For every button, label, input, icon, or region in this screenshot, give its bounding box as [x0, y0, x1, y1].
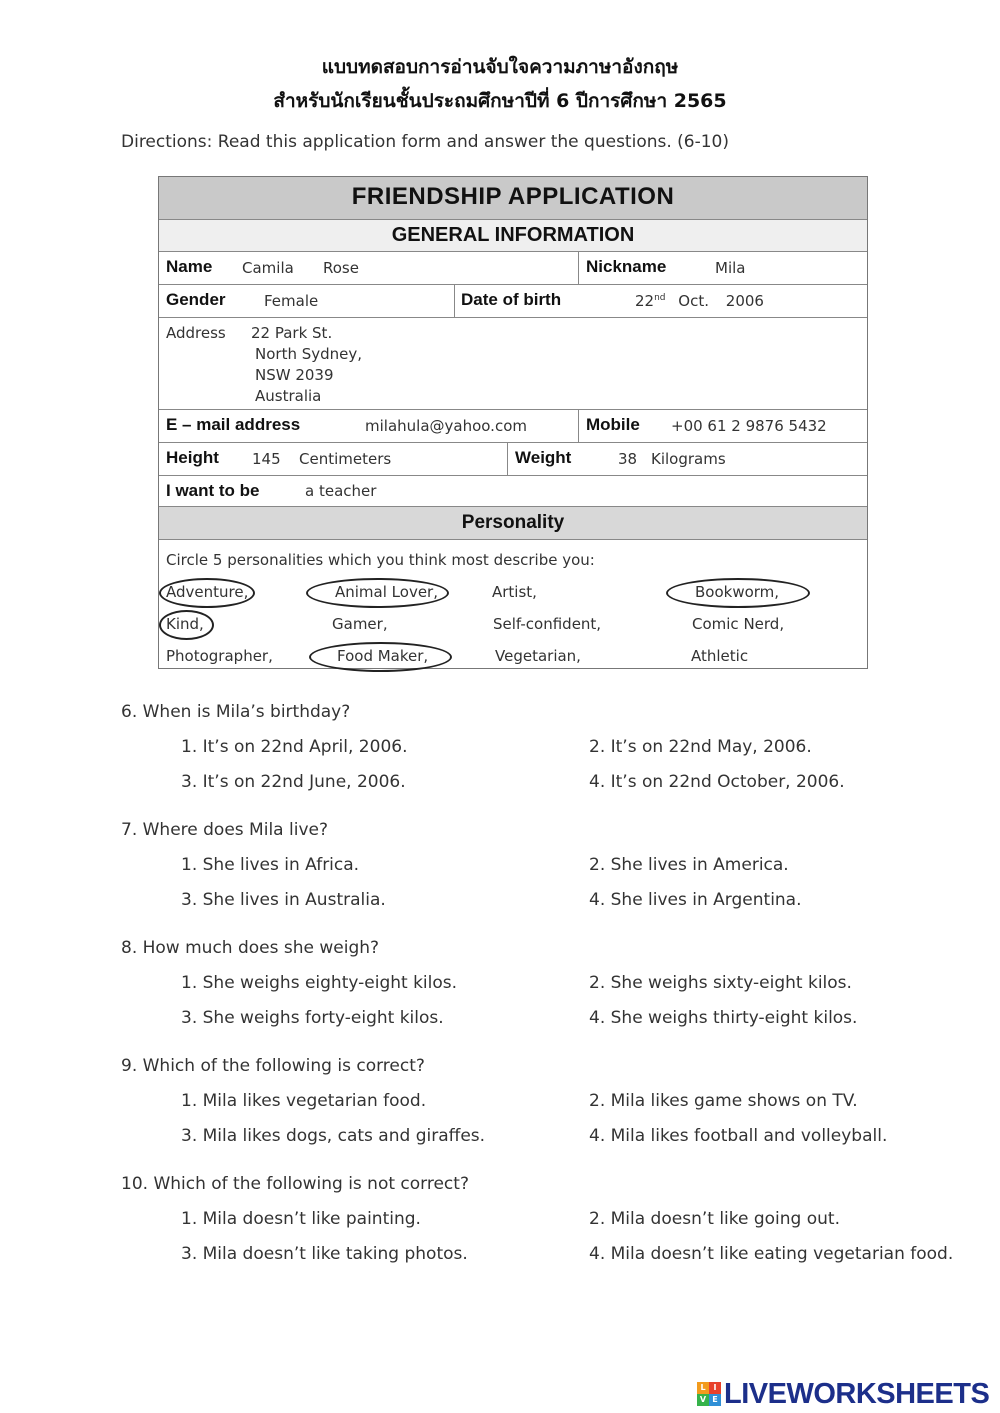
- answer-option[interactable]: 1. It’s on 22nd April, 2006.: [181, 737, 408, 757]
- height-value: 145: [252, 450, 281, 468]
- answer-option[interactable]: 3. It’s on 22nd June, 2006.: [181, 772, 406, 792]
- trait-kind: Kind,: [166, 615, 204, 633]
- dob-value: [635, 292, 764, 310]
- name-label: Name: [166, 257, 213, 276]
- dob-month: Oct.: [678, 292, 709, 310]
- answer-option[interactable]: 4. Mila doesn’t like eating vegetarian food.: [589, 1244, 954, 1264]
- height-row: [159, 442, 867, 475]
- mobile-label: Mobile: [586, 415, 640, 434]
- email-value: milahula@yahoo.com: [365, 417, 527, 435]
- email-label: E – mail address: [166, 415, 301, 434]
- address-row: [159, 317, 867, 409]
- question-text: 10. Which of the following is not correct?: [121, 1174, 469, 1194]
- answer-option[interactable]: 3. Mila doesn’t like taking photos.: [181, 1244, 468, 1264]
- circle-instruction: Circle 5 personalities which you think most describe you:: [166, 551, 595, 569]
- trait-gamer: Gamer,: [332, 615, 388, 633]
- dob-year: 2006: [725, 292, 764, 310]
- address-line: North Sydney,: [255, 345, 363, 363]
- weight-value: 38: [618, 450, 638, 468]
- answer-option[interactable]: 3. She lives in Australia.: [181, 890, 386, 910]
- answer-option[interactable]: 1. She lives in Africa.: [181, 855, 360, 875]
- title-line-2: สำหรับนักเรียนชั้นประถมศึกษาปีที่ 6 ปีการศึกษา 2565: [273, 90, 727, 112]
- nickname-value: Mila: [715, 259, 746, 277]
- form-title: FRIENDSHIP APPLICATION: [351, 183, 675, 210]
- liveworksheets-logo[interactable]: [697, 1378, 989, 1410]
- want-value: a teacher: [305, 482, 377, 500]
- answer-option[interactable]: 2. It’s on 22nd May, 2006.: [589, 737, 812, 757]
- divider: [578, 410, 579, 442]
- divider: [578, 252, 579, 284]
- question-text: 7. Where does Mila live?: [121, 820, 328, 840]
- personality-heading-row: [159, 506, 867, 539]
- trait-athletic: Athletic: [691, 647, 749, 665]
- answer-option[interactable]: 2. Mila likes game shows on TV.: [589, 1091, 858, 1111]
- directions-text: Directions: Read this application form and answer the questions. (6-10): [121, 132, 729, 152]
- trait-self-confident: Self-confident,: [493, 615, 602, 633]
- general-info-row: [159, 219, 867, 251]
- form-title-row: [159, 177, 867, 219]
- question-text: 9. Which of the following is correct?: [121, 1056, 425, 1076]
- trait-vegetarian: Vegetarian,: [495, 647, 581, 665]
- answer-option[interactable]: 1. Mila doesn’t like painting.: [181, 1209, 421, 1229]
- answer-option[interactable]: 2. Mila doesn’t like going out.: [589, 1209, 840, 1229]
- personality-heading: Personality: [461, 512, 565, 533]
- nickname-label: Nickname: [586, 257, 667, 276]
- address-line: NSW 2039: [255, 366, 334, 384]
- answer-option[interactable]: 1. She weighs eighty-eight kilos.: [181, 973, 458, 993]
- answer-option[interactable]: 4. She lives in Argentina.: [589, 890, 802, 910]
- divider: [507, 443, 508, 475]
- personality-traits: [159, 539, 867, 670]
- gender-value: Female: [264, 292, 319, 310]
- name-row: [159, 251, 867, 284]
- trait-artist: Artist,: [492, 583, 537, 601]
- divider: [454, 285, 455, 317]
- want-row: [159, 475, 867, 506]
- trait-food-maker: Food Maker,: [337, 647, 429, 665]
- answer-option[interactable]: 2. She weighs sixty-eight kilos.: [589, 973, 852, 993]
- answer-option[interactable]: 2. She lives in America.: [589, 855, 789, 875]
- trait-animal-lover: Animal Lover,: [335, 583, 438, 601]
- trait-bookworm: Bookworm,: [695, 583, 780, 601]
- dob-label: Date of birth: [461, 290, 562, 309]
- answer-option[interactable]: 4. Mila likes football and volleyball.: [589, 1126, 888, 1146]
- title-line-1: แบบทดสอบการอ่านจับใจความภาษาอังกฤษ: [321, 56, 679, 78]
- dob-day: 22: [635, 292, 655, 310]
- dob-suffix: nd: [654, 293, 666, 303]
- answer-option[interactable]: 3. She weighs forty-eight kilos.: [181, 1008, 444, 1028]
- want-label: I want to be: [166, 481, 260, 500]
- weight-unit: Kilograms: [651, 450, 726, 468]
- question-text: 6. When is Mila’s birthday?: [121, 702, 351, 722]
- address-line: Australia: [255, 387, 322, 405]
- address-label: Address: [166, 324, 226, 342]
- liveworksheets-logo-icon: L I V E: [697, 1382, 721, 1406]
- general-info-heading: GENERAL INFORMATION: [391, 224, 635, 246]
- last-name-value: Rose: [323, 259, 359, 277]
- gender-row: [159, 284, 867, 317]
- logo-text: LIVEWORKSHEETS: [724, 1377, 990, 1410]
- trait-adventure: Adventure,: [166, 583, 249, 601]
- first-name-value: Camila: [242, 259, 294, 277]
- answer-option[interactable]: 4. It’s on 22nd October, 2006.: [589, 772, 845, 792]
- email-row: [159, 409, 867, 442]
- trait-comic-nerd: Comic Nerd,: [692, 615, 785, 633]
- answer-option[interactable]: 3. Mila likes dogs, cats and giraffes.: [181, 1126, 486, 1146]
- weight-label: Weight: [515, 448, 572, 467]
- height-label: Height: [166, 448, 219, 467]
- height-unit: Centimeters: [299, 450, 392, 468]
- gender-label: Gender: [166, 290, 226, 309]
- trait-photographer: Photographer,: [166, 647, 273, 665]
- answer-option[interactable]: 1. Mila likes vegetarian food.: [181, 1091, 427, 1111]
- friendship-application-form: [158, 176, 868, 669]
- address-line: 22 Park St.: [251, 324, 333, 342]
- answer-option[interactable]: 4. She weighs thirty-eight kilos.: [589, 1008, 858, 1028]
- mobile-value: +00 61 2 9876 5432: [671, 417, 827, 435]
- question-text: 8. How much does she weigh?: [121, 938, 380, 958]
